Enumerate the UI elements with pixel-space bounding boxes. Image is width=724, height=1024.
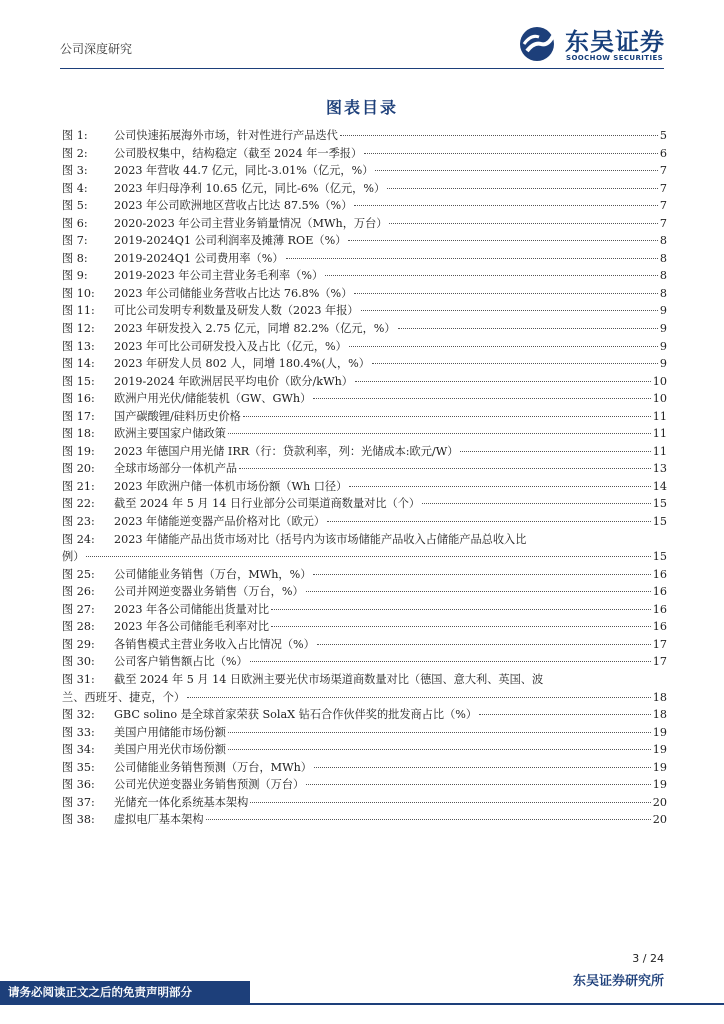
toc-entry[interactable] xyxy=(62,127,667,145)
toc-leader-dots xyxy=(398,328,658,329)
toc-figure-number: 图 22: xyxy=(62,497,95,511)
toc-figure-number: 图 19: xyxy=(62,444,95,458)
toc-figure-number: 图 31: xyxy=(62,672,95,686)
toc-leader-dots xyxy=(306,591,651,592)
toc-figure-number: 图 18: xyxy=(62,427,95,441)
toc-leader-dots xyxy=(317,644,651,645)
toc-entry[interactable] xyxy=(62,215,667,233)
toc-figure-number: 图 10: xyxy=(62,286,95,300)
toc-figure-title-cont: 例） xyxy=(62,550,85,564)
toc-leader-dots xyxy=(250,802,650,803)
toc-page-number: 18 xyxy=(652,690,667,704)
soochow-logo-icon xyxy=(517,24,561,64)
toc-entry[interactable] xyxy=(62,636,667,654)
toc-figure-number: 图 21: xyxy=(62,479,95,493)
toc-page-number: 9 xyxy=(659,322,667,336)
toc-figure-title: 美国户用光伏市场份额 xyxy=(114,743,226,757)
toc-figure-title: 2023 年各公司储能出货量对比 xyxy=(114,602,270,616)
toc-entry[interactable] xyxy=(62,724,667,742)
toc-leader-dots xyxy=(325,275,658,276)
toc-figure-number: 图 13: xyxy=(62,339,95,353)
toc-leader-dots xyxy=(286,258,658,259)
toc-entry[interactable] xyxy=(62,794,667,812)
toc-figure-number: 图 34: xyxy=(62,743,95,757)
toc-page-number: 8 xyxy=(659,269,667,283)
toc-entry[interactable] xyxy=(62,408,667,426)
toc-leader-dots xyxy=(422,503,651,504)
toc-leader-dots xyxy=(361,310,658,311)
toc-figure-number: 图 38: xyxy=(62,813,95,827)
toc-figure-number: 图 27: xyxy=(62,602,95,616)
toc-figure-title: 可比公司发明专利数量及研发人数（2023 年报） xyxy=(114,304,359,318)
toc-leader-dots xyxy=(206,819,651,820)
disclaimer-bar xyxy=(0,981,250,1003)
toc-figure-title: 2023 年公司储能业务营收占比达 76.8%（%） xyxy=(114,286,353,300)
toc-figure-title: 2023 年营收 44.7 亿元，同比-3.01%（亿元，%） xyxy=(114,164,374,178)
logo-chinese-name: 东吴证券 xyxy=(565,28,665,56)
toc-leader-dots xyxy=(355,381,651,382)
toc-entry[interactable] xyxy=(62,355,667,373)
toc-figure-title: 2023 年研发人员 802 人，同增 180.4%(人，%） xyxy=(114,357,370,371)
toc-figure-title: 2019-2024Q1 公司费用率（%） xyxy=(114,251,284,265)
toc-figure-number: 图 37: xyxy=(62,795,95,809)
toc-figure-title: 2019-2024 年欧洲居民平均电价（欧分/kWh） xyxy=(114,374,353,388)
toc-figure-number: 图 5: xyxy=(62,199,88,213)
toc-entry[interactable] xyxy=(62,671,667,689)
toc-figure-title: 2019-2024Q1 公司利润率及摊薄 ROE（%） xyxy=(114,234,347,248)
toc-entry-continuation[interactable] xyxy=(62,548,667,566)
toc-page-number: 19 xyxy=(652,725,667,739)
toc-figure-title: 公司光伏逆变器业务销售预测（万台） xyxy=(114,778,305,792)
toc-entry[interactable] xyxy=(62,302,667,320)
toc-entry[interactable] xyxy=(62,583,667,601)
disclaimer-text: 请务必阅读正文之后的免责声明部分 xyxy=(8,985,192,999)
toc-figure-number: 图 29: xyxy=(62,637,95,651)
toc-page-number: 8 xyxy=(659,234,667,248)
brand-logo xyxy=(517,22,677,68)
figure-list xyxy=(62,127,667,829)
toc-page-number: 17 xyxy=(652,637,667,651)
toc-figure-number: 图 26: xyxy=(62,585,95,599)
toc-page-number: 11 xyxy=(652,409,667,423)
toc-page-number: 7 xyxy=(659,181,667,195)
toc-figure-title-cont: 兰、西班牙、捷克，个） xyxy=(62,690,186,704)
toc-figure-number: 图 15: xyxy=(62,374,95,388)
toc-leader-dots xyxy=(228,749,651,750)
toc-figure-title: 国产碳酸锂/硅料历史价格 xyxy=(114,409,241,423)
toc-page-number: 19 xyxy=(652,778,667,792)
toc-entry[interactable] xyxy=(62,373,667,391)
toc-leader-dots xyxy=(349,346,658,347)
toc-page-number: 20 xyxy=(652,795,667,809)
toc-leader-dots xyxy=(389,223,657,224)
toc-figure-number: 图 36: xyxy=(62,778,95,792)
toc-figure-title: 截至 2024 年 5 月 14 日欧洲主要光伏市场渠道商数量对比（德国、意大利、英国、波 xyxy=(114,672,544,686)
toc-page-number: 5 xyxy=(659,129,667,142)
toc-entry[interactable] xyxy=(62,531,667,549)
toc-leader-dots xyxy=(271,609,651,610)
toc-figure-title: 公司储能业务销售预测（万台，MWh） xyxy=(114,760,312,774)
toc-leader-dots xyxy=(271,626,651,627)
footer-rule xyxy=(0,1003,724,1005)
toc-leader-dots xyxy=(239,468,651,469)
toc-figure-title: 截至 2024 年 5 月 14 日行业部分公司渠道商数量对比（个） xyxy=(114,497,421,511)
toc-page-number: 17 xyxy=(652,655,667,669)
logo-english-name: SOOCHOW SECURITIES xyxy=(566,54,664,62)
toc-leader-dots xyxy=(372,363,658,364)
toc-entry[interactable] xyxy=(62,653,667,671)
toc-figure-number: 图 2: xyxy=(62,146,88,160)
toc-figure-title: GBC solino 是全球首家荣获 SolaX 钻石合作伙伴奖的批发商占比（%） xyxy=(114,708,478,722)
toc-leader-dots xyxy=(354,205,657,206)
page-title: 图表目录 xyxy=(325,98,398,117)
toc-figure-number: 图 24: xyxy=(62,532,95,546)
toc-entry[interactable] xyxy=(62,320,667,338)
toc-figure-title: 2023 年各公司储能毛利率对比 xyxy=(114,620,270,634)
toc-page-number: 20 xyxy=(652,813,667,827)
toc-entry[interactable] xyxy=(62,443,667,461)
toc-page-number: 16 xyxy=(652,585,667,599)
toc-entry[interactable] xyxy=(62,390,667,408)
toc-page-number: 16 xyxy=(652,602,667,616)
institute-name: 东吴证券研究所 xyxy=(572,974,664,989)
toc-leader-dots xyxy=(313,574,650,575)
toc-entry[interactable] xyxy=(62,460,667,478)
toc-figure-number: 图 11: xyxy=(62,304,95,318)
toc-page-number: 9 xyxy=(659,304,667,318)
toc-entry[interactable] xyxy=(62,566,667,584)
toc-page-number: 9 xyxy=(659,357,667,371)
toc-figure-title: 公司并网逆变器业务销售（万台，%） xyxy=(114,585,304,599)
toc-figure-number: 图 14: xyxy=(62,357,95,371)
toc-entry[interactable] xyxy=(62,513,667,531)
toc-page-number: 11 xyxy=(652,427,667,441)
toc-figure-title: 公司股权集中，结构稳定（截至 2024 年一季报） xyxy=(114,146,363,160)
toc-leader-dots xyxy=(228,433,651,434)
toc-entry[interactable] xyxy=(62,250,667,268)
toc-page-number: 19 xyxy=(652,760,667,774)
toc-page-number: 10 xyxy=(652,374,667,388)
toc-entry[interactable] xyxy=(62,285,667,303)
toc-figure-title: 2023 年可比公司研发投入及占比（亿元，%） xyxy=(114,339,347,353)
toc-leader-dots xyxy=(387,188,658,189)
toc-figure-title: 公司快速拓展海外市场，针对性进行产品迭代 xyxy=(114,129,338,142)
toc-leader-dots xyxy=(243,416,651,417)
toc-entry[interactable] xyxy=(62,601,667,619)
toc-figure-number: 图 1: xyxy=(62,129,88,142)
toc-figure-title: 2023 年储能产品出货市场对比（括号内为该市场储能产品收入占储能产品总收入比 xyxy=(114,532,527,546)
page-indicator: 3 / 24 xyxy=(632,952,664,965)
toc-figure-title: 公司客户销售额占比（%） xyxy=(114,655,248,669)
toc-figure-number: 图 28: xyxy=(62,620,95,634)
toc-entry[interactable] xyxy=(62,706,667,724)
toc-leader-dots xyxy=(460,451,650,452)
toc-page-number: 18 xyxy=(652,708,667,722)
toc-page-number: 15 xyxy=(652,497,667,511)
toc-figure-number: 图 35: xyxy=(62,760,95,774)
toc-page-number: 7 xyxy=(659,164,667,178)
toc-leader-dots xyxy=(250,661,651,662)
toc-entry[interactable] xyxy=(62,741,667,759)
toc-figure-title: 光储充一体化系统基本架构 xyxy=(114,795,249,809)
toc-leader-dots xyxy=(228,732,651,733)
toc-entry[interactable] xyxy=(62,232,667,250)
toc-figure-number: 图 20: xyxy=(62,462,95,476)
toc-figure-number: 图 4: xyxy=(62,181,88,195)
toc-figure-title: 美国户用储能市场份额 xyxy=(114,725,226,739)
toc-leader-dots xyxy=(354,293,657,294)
toc-figure-title: 2023 年欧洲户储一体机市场份额（Wh 口径） xyxy=(114,479,348,493)
toc-entry[interactable] xyxy=(62,197,667,215)
toc-figure-title: 各销售模式主营业务收入占比情况（%） xyxy=(114,637,315,651)
toc-figure-title: 2020-2023 年公司主营业务销量情况（MWh，万台） xyxy=(114,216,388,230)
toc-figure-number: 图 9: xyxy=(62,269,88,283)
toc-page-number: 8 xyxy=(659,286,667,300)
toc-figure-number: 图 23: xyxy=(62,515,95,529)
toc-figure-number: 图 16: xyxy=(62,392,95,406)
toc-entry[interactable] xyxy=(62,145,667,163)
toc-page-number: 15 xyxy=(652,515,667,529)
toc-figure-title: 虚拟电厂基本架构 xyxy=(114,813,204,827)
toc-entry[interactable] xyxy=(62,759,667,777)
toc-entry[interactable] xyxy=(62,180,667,198)
toc-figure-title: 2023 年研发投入 2.75 亿元，同增 82.2%（亿元，%） xyxy=(114,322,396,336)
toc-leader-dots xyxy=(313,398,650,399)
toc-entry[interactable] xyxy=(62,478,667,496)
toc-page-number: 11 xyxy=(652,444,667,458)
toc-figure-number: 图 12: xyxy=(62,322,95,336)
toc-leader-dots xyxy=(314,767,651,768)
toc-page-number: 10 xyxy=(652,392,667,406)
toc-figure-number: 图 17: xyxy=(62,409,95,423)
toc-page-number: 15 xyxy=(652,550,667,564)
toc-page-number: 14 xyxy=(652,479,667,493)
toc-figure-title: 公司储能业务销售（万台，MWh，%） xyxy=(114,567,312,581)
toc-figure-number: 图 30: xyxy=(62,655,95,669)
toc-page-number: 8 xyxy=(659,251,667,265)
toc-page-number: 19 xyxy=(652,743,667,757)
toc-leader-dots xyxy=(327,521,651,522)
toc-figure-number: 图 25: xyxy=(62,567,95,581)
toc-entry[interactable] xyxy=(62,338,667,356)
toc-figure-title: 欧洲户用光伏/储能装机（GW、GWh） xyxy=(114,392,312,406)
toc-entry[interactable] xyxy=(62,776,667,794)
toc-entry[interactable] xyxy=(62,267,667,285)
toc-figure-number: 图 33: xyxy=(62,725,95,739)
toc-page-number: 16 xyxy=(652,567,667,581)
toc-page-number: 9 xyxy=(659,339,667,353)
toc-figure-title: 2023 年公司欧洲地区营收占比达 87.5%（%） xyxy=(114,199,353,213)
toc-page-number: 13 xyxy=(652,462,667,476)
toc-figure-number: 图 6: xyxy=(62,216,88,230)
toc-page-number: 16 xyxy=(652,620,667,634)
toc-entry[interactable] xyxy=(62,618,667,636)
toc-leader-dots xyxy=(479,714,651,715)
toc-page-number: 7 xyxy=(659,216,667,230)
toc-figure-number: 图 3: xyxy=(62,164,88,178)
toc-page-number: 6 xyxy=(659,146,667,160)
toc-figure-title: 2023 年德国户用光储 IRR（行：贷款利率，列：光储成本:欧元/W） xyxy=(114,444,459,458)
toc-leader-dots xyxy=(375,170,657,171)
toc-leader-dots xyxy=(349,486,650,487)
toc-figure-title: 欧洲主要国家户储政策 xyxy=(114,427,226,441)
toc-leader-dots xyxy=(306,784,651,785)
toc-entry[interactable] xyxy=(62,811,667,829)
header-rule xyxy=(60,68,664,69)
toc-figure-number: 图 32: xyxy=(62,708,95,722)
toc-entry[interactable] xyxy=(62,425,667,443)
toc-leader-dots xyxy=(86,556,650,557)
toc-leader-dots xyxy=(348,240,657,241)
report-category: 公司深度研究 xyxy=(60,42,133,56)
toc-leader-dots xyxy=(364,153,658,154)
toc-figure-title: 2019-2023 年公司主营业务毛利率（%） xyxy=(114,269,324,283)
toc-page-number: 7 xyxy=(659,199,667,213)
toc-figure-title: 2023 年储能逆变器产品价格对比（欧元） xyxy=(114,515,326,529)
toc-figure-number: 图 7: xyxy=(62,234,88,248)
toc-figure-title: 全球市场部分一体机产品 xyxy=(114,462,238,476)
toc-figure-number: 图 8: xyxy=(62,251,88,265)
toc-leader-dots xyxy=(340,135,658,136)
toc-entry[interactable] xyxy=(62,162,667,180)
toc-figure-title: 2023 年归母净利 10.65 亿元，同比-6%（亿元，%） xyxy=(114,181,386,195)
toc-entry[interactable] xyxy=(62,495,667,513)
toc-leader-dots xyxy=(187,697,651,698)
toc-entry-continuation[interactable] xyxy=(62,689,667,707)
